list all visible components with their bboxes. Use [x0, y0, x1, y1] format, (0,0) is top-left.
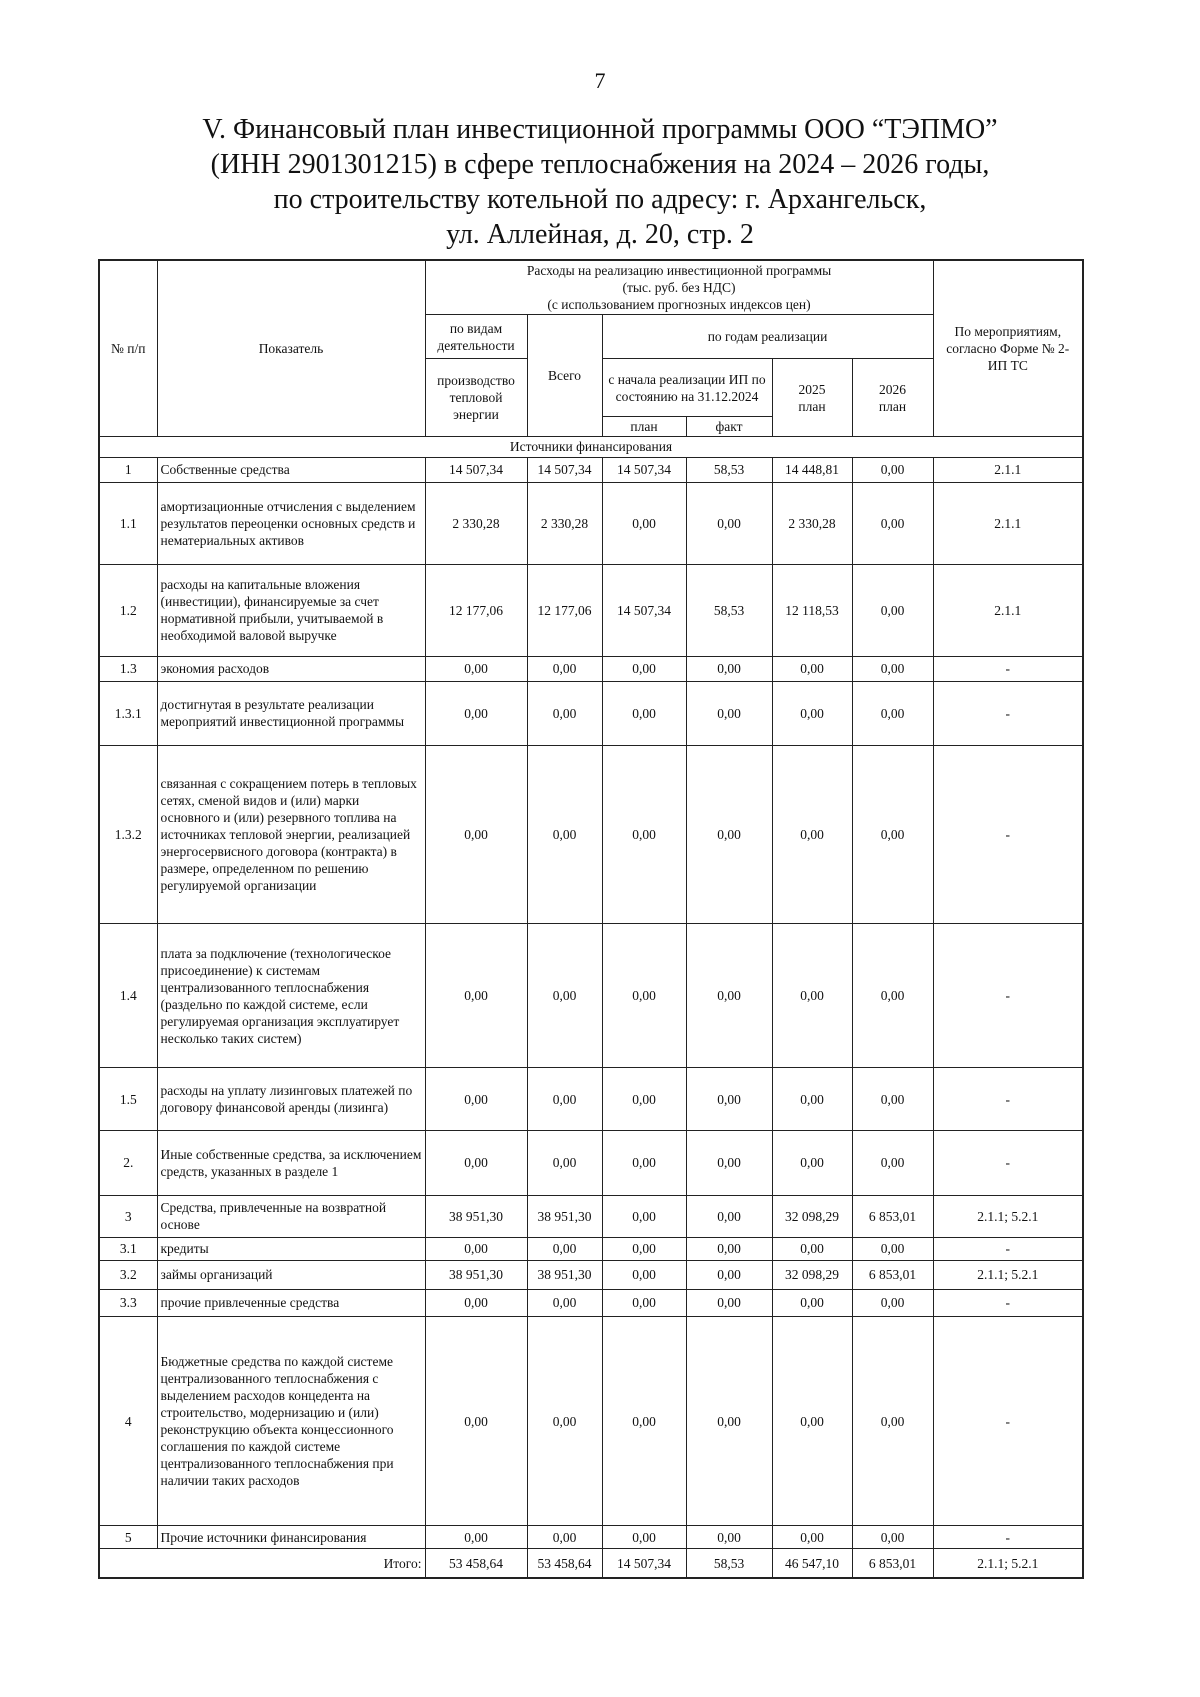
row-ref: -	[933, 1289, 1083, 1316]
row-name: Собственные средства	[157, 457, 425, 482]
table-row	[99, 564, 1083, 656]
row-2026: 0,00	[852, 482, 933, 564]
row-2026: 0,00	[852, 746, 933, 924]
row-plan: 0,00	[602, 924, 686, 1068]
row-2025: 0,00	[772, 746, 852, 924]
table-row	[99, 1260, 1083, 1289]
row-prod: 2 330,28	[425, 482, 527, 564]
row-num: 1.3.2	[99, 746, 157, 924]
table-row	[99, 482, 1083, 564]
row-plan: 0,00	[602, 1260, 686, 1289]
financial-plan-table	[98, 259, 1084, 1579]
title-line-1: V. Финансовый план инвестиционной программы ООО “ТЭПМО”	[202, 114, 998, 145]
row-2026: 0,00	[852, 457, 933, 482]
header-total: Всего	[527, 315, 602, 437]
row-plan: 0,00	[602, 1237, 686, 1260]
row-2026: 0,00	[852, 1068, 933, 1131]
row-prod: 0,00	[425, 1131, 527, 1196]
row-prod: 0,00	[425, 1237, 527, 1260]
row-plan: 0,00	[602, 1131, 686, 1196]
row-name: прочие привлеченные средства	[157, 1289, 425, 1316]
row-num: 3.1	[99, 1237, 157, 1260]
header-num: № п/п	[99, 260, 157, 437]
row-total: 0,00	[527, 1289, 602, 1316]
total-row	[99, 1549, 1083, 1578]
row-num: 5	[99, 1526, 157, 1549]
row-total: 0,00	[527, 1068, 602, 1131]
row-name: расходы на капитальные вложения (инвестиции), финансируемые за счет нормативной прибыли, учитываемой в необходимой валовой выручке	[157, 564, 425, 656]
row-total: 2 330,28	[527, 482, 602, 564]
header-2026-year: 2026	[879, 381, 907, 397]
row-fact: 0,00	[686, 1195, 772, 1237]
row-num: 3.2	[99, 1260, 157, 1289]
row-prod: 0,00	[425, 681, 527, 746]
title-line-2: (ИНН 2901301215) в сфере теплоснабжения на 2024 – 2026 годы,	[210, 149, 990, 180]
row-ref: -	[933, 1068, 1083, 1131]
row-plan: 0,00	[602, 1289, 686, 1316]
table-row	[99, 1317, 1083, 1526]
header-2025-year: 2025	[798, 381, 826, 397]
row-ref: -	[933, 656, 1083, 681]
row-2025: 0,00	[772, 1289, 852, 1316]
row-num: 1.4	[99, 924, 157, 1068]
table-row	[99, 656, 1083, 681]
row-prod: 0,00	[425, 656, 527, 681]
row-plan: 0,00	[602, 1317, 686, 1526]
row-name: кредиты	[157, 1237, 425, 1260]
table-row	[99, 1237, 1083, 1260]
row-plan: 14 507,34	[602, 564, 686, 656]
row-ref: 2.1.1	[933, 457, 1083, 482]
header-2025-plan: план	[798, 398, 826, 414]
row-prod: 12 177,06	[425, 564, 527, 656]
row-fact: 0,00	[686, 1237, 772, 1260]
row-2025: 0,00	[772, 1131, 852, 1196]
section-title: Источники финансирования	[99, 437, 1083, 458]
row-num: 1	[99, 457, 157, 482]
row-2026: 0,00	[852, 1131, 933, 1196]
row-total: 12 177,06	[527, 564, 602, 656]
header-expenses-line-3: (с использованием прогнозных индексов цен)	[547, 297, 811, 312]
row-total: 38 951,30	[527, 1195, 602, 1237]
row-2025: 0,00	[772, 1526, 852, 1549]
header-since-start: с начала реализации ИП по состоянию на 31.12.2024	[602, 359, 772, 417]
row-ref: -	[933, 681, 1083, 746]
row-prod: 0,00	[425, 746, 527, 924]
row-total: 0,00	[527, 1526, 602, 1549]
row-prod: 0,00	[425, 1068, 527, 1131]
row-prod: 0,00	[425, 1289, 527, 1316]
header-expenses-line-2: (тыс. руб. без НДС)	[622, 280, 736, 295]
row-total: 0,00	[527, 924, 602, 1068]
row-2026: 0,00	[852, 1526, 933, 1549]
row-fact: 0,00	[686, 1068, 772, 1131]
table-row	[99, 1131, 1083, 1196]
row-2026: 0,00	[852, 1317, 933, 1526]
row-2026: 0,00	[852, 1237, 933, 1260]
row-prod: 14 507,34	[425, 457, 527, 482]
table-row	[99, 746, 1083, 924]
row-plan: 0,00	[602, 1195, 686, 1237]
row-ref: 2.1.1; 5.2.1	[933, 1260, 1083, 1289]
row-name: амортизационные отчисления с выделением результатов переоценки основных средств и нематериальных активов	[157, 482, 425, 564]
row-fact: 0,00	[686, 1131, 772, 1196]
row-fact: 58,53	[686, 564, 772, 656]
row-fact: 0,00	[686, 1526, 772, 1549]
row-ref: 2.1.1; 5.2.1	[933, 1195, 1083, 1237]
row-num: 1.2	[99, 564, 157, 656]
row-num: 3.3	[99, 1289, 157, 1316]
table-row	[99, 1526, 1083, 1549]
total-2025: 46 547,10	[772, 1549, 852, 1578]
row-num: 1.5	[99, 1068, 157, 1131]
row-plan: 0,00	[602, 482, 686, 564]
row-fact: 0,00	[686, 1317, 772, 1526]
row-prod: 0,00	[425, 1317, 527, 1526]
row-2026: 6 853,01	[852, 1260, 933, 1289]
row-ref: 2.1.1	[933, 482, 1083, 564]
row-2026: 0,00	[852, 1289, 933, 1316]
total-2026: 6 853,01	[852, 1549, 933, 1578]
row-2025: 0,00	[772, 1237, 852, 1260]
row-prod: 38 951,30	[425, 1260, 527, 1289]
row-ref: -	[933, 1317, 1083, 1526]
row-ref: -	[933, 746, 1083, 924]
row-total: 14 507,34	[527, 457, 602, 482]
row-plan: 14 507,34	[602, 457, 686, 482]
row-ref: 2.1.1	[933, 564, 1083, 656]
header-production: производство тепловой энергии	[425, 359, 527, 437]
row-2025: 0,00	[772, 1068, 852, 1131]
row-name: Бюджетные средства по каждой системе централизованного теплоснабжения с выделением расходов концедента на строительство, модернизацию и (или) реконструкцию объекта концессионного соглашения по каждой системе централизованного теплоснабжения при наличии таких расходов	[157, 1317, 425, 1526]
header-2025	[772, 359, 852, 437]
row-name: займы организаций	[157, 1260, 425, 1289]
row-prod: 38 951,30	[425, 1195, 527, 1237]
row-total: 0,00	[527, 681, 602, 746]
row-2026: 0,00	[852, 924, 933, 1068]
page-number: 7	[594, 68, 606, 93]
row-ref: -	[933, 1237, 1083, 1260]
row-plan: 0,00	[602, 746, 686, 924]
total-prod: 53 458,64	[425, 1549, 527, 1578]
table-row	[99, 1068, 1083, 1131]
table-row	[99, 1289, 1083, 1316]
row-total: 38 951,30	[527, 1260, 602, 1289]
header-by-measures: По мероприятиям, согласно Форме № 2-ИП ТС	[933, 260, 1083, 437]
header-plan: план	[602, 417, 686, 437]
row-name: экономия расходов	[157, 656, 425, 681]
row-num: 1.3	[99, 656, 157, 681]
row-name: Средства, привлеченные на возвратной основе	[157, 1195, 425, 1237]
row-prod: 0,00	[425, 1526, 527, 1549]
row-fact: 0,00	[686, 681, 772, 746]
table-row	[99, 681, 1083, 746]
row-fact: 0,00	[686, 746, 772, 924]
row-fact: 58,53	[686, 457, 772, 482]
row-2026: 6 853,01	[852, 1195, 933, 1237]
title-line-4: ул. Аллейная, д. 20, стр. 2	[446, 219, 754, 250]
row-fact: 0,00	[686, 482, 772, 564]
row-total: 0,00	[527, 656, 602, 681]
row-2025: 0,00	[772, 924, 852, 1068]
row-plan: 0,00	[602, 681, 686, 746]
row-total: 0,00	[527, 1237, 602, 1260]
row-plan: 0,00	[602, 1526, 686, 1549]
row-fact: 0,00	[686, 1289, 772, 1316]
header-by-years: по годам реализации	[602, 315, 933, 359]
total-plan: 14 507,34	[602, 1549, 686, 1578]
row-total: 0,00	[527, 1131, 602, 1196]
header-expenses-line-1: Расходы на реализацию инвестиционной программы	[526, 263, 832, 278]
row-num: 1.1	[99, 482, 157, 564]
row-plan: 0,00	[602, 1068, 686, 1131]
row-num: 2.	[99, 1131, 157, 1196]
row-2026: 0,00	[852, 681, 933, 746]
table-row	[99, 457, 1083, 482]
row-2025: 12 118,53	[772, 564, 852, 656]
row-total: 0,00	[527, 746, 602, 924]
title-line-3: по строительству котельной по адресу: г. Архангельск,	[273, 184, 927, 215]
total-total: 53 458,64	[527, 1549, 602, 1578]
row-ref: -	[933, 1131, 1083, 1196]
row-name: связанная с сокращением потерь в тепловых сетях, сменой видов и (или) марки основного и (или) резервного топлива на источниках тепловой энергии, реализацией энергосервисного договора (контракта) в размере, определенном по решению регулируемой организации	[157, 746, 425, 924]
row-name: Прочие источники финансирования	[157, 1526, 425, 1549]
header-by-activity: по видам деятельности	[425, 315, 527, 359]
row-2026: 0,00	[852, 564, 933, 656]
total-ref: 2.1.1; 5.2.1	[933, 1549, 1083, 1578]
row-plan: 0,00	[602, 656, 686, 681]
row-ref: -	[933, 1526, 1083, 1549]
row-prod: 0,00	[425, 924, 527, 1068]
table-row	[99, 1195, 1083, 1237]
row-name: достигнутая в результате реализации мероприятий инвестиционной программы	[157, 681, 425, 746]
total-fact: 58,53	[686, 1549, 772, 1578]
row-name: плата за подключение (технологическое присоединение) к системам централизованного теплоснабжения (раздельно по каждой системе, если регулируемая организация эксплуатирует несколько таких систем)	[157, 924, 425, 1068]
total-label: Итого:	[99, 1549, 425, 1578]
row-fact: 0,00	[686, 924, 772, 1068]
row-fact: 0,00	[686, 656, 772, 681]
row-num: 3	[99, 1195, 157, 1237]
header-2026-plan: план	[878, 398, 907, 414]
table-row	[99, 924, 1083, 1068]
header-indicator: Показатель	[157, 260, 425, 437]
row-fact: 0,00	[686, 1260, 772, 1289]
row-num: 1.3.1	[99, 681, 157, 746]
header-expenses	[425, 260, 933, 315]
row-2025: 0,00	[772, 681, 852, 746]
row-2025: 32 098,29	[772, 1195, 852, 1237]
row-2026: 0,00	[852, 656, 933, 681]
row-num: 4	[99, 1317, 157, 1526]
row-total: 0,00	[527, 1317, 602, 1526]
header-2026	[852, 359, 933, 437]
row-2025: 0,00	[772, 656, 852, 681]
row-name: расходы на уплату лизинговых платежей по договору финансовой аренды (лизинга)	[157, 1068, 425, 1131]
row-2025: 14 448,81	[772, 457, 852, 482]
document-title	[100, 112, 1100, 252]
row-2025: 32 098,29	[772, 1260, 852, 1289]
row-2025: 2 330,28	[772, 482, 852, 564]
row-ref: -	[933, 924, 1083, 1068]
row-name: Иные собственные средства, за исключением средств, указанных в разделе 1	[157, 1131, 425, 1196]
row-2025: 0,00	[772, 1317, 852, 1526]
header-fact: факт	[686, 417, 772, 437]
